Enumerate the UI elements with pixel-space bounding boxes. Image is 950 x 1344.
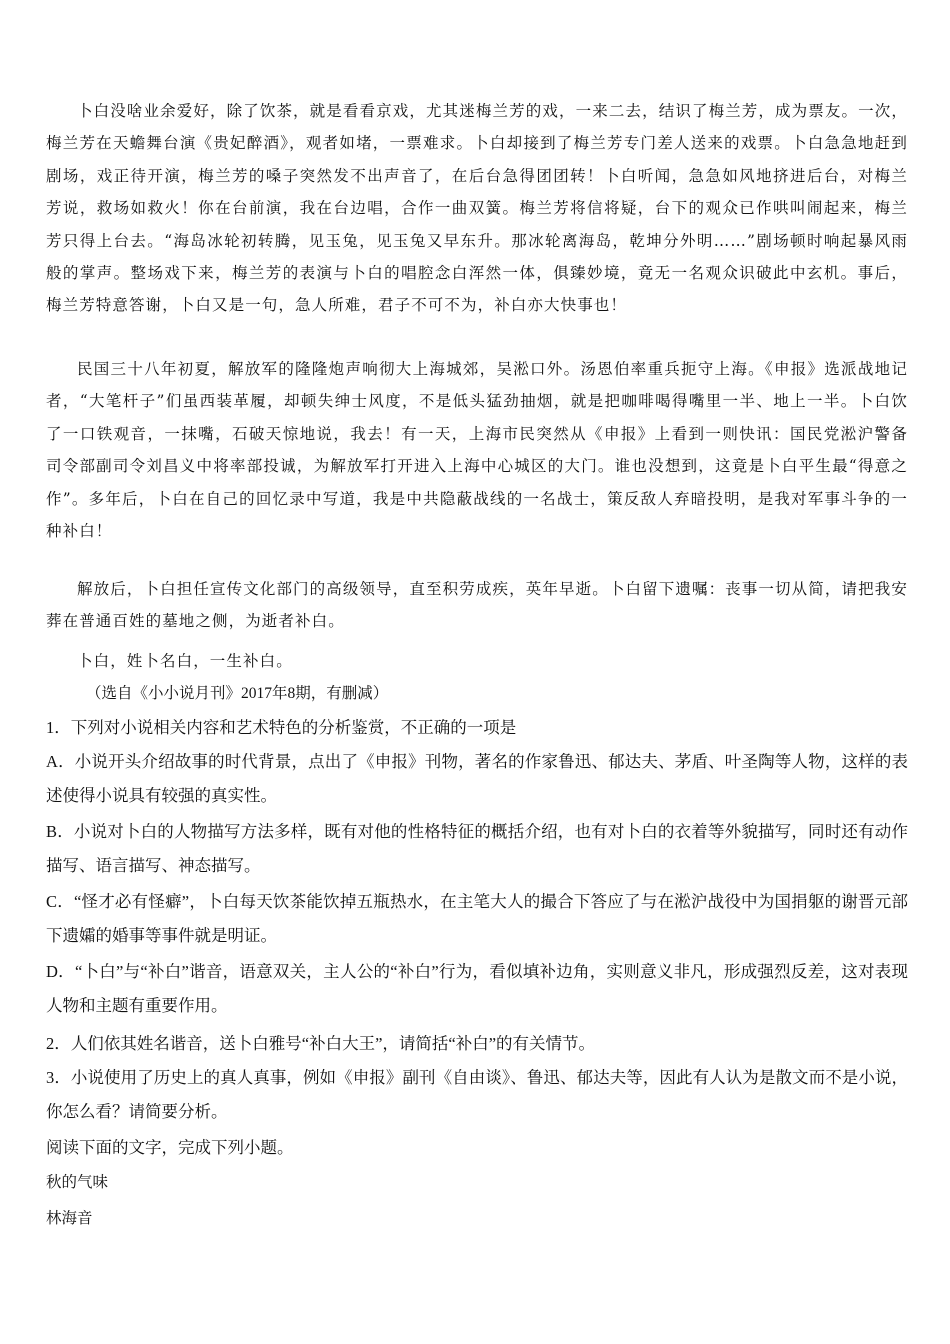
essay-author: 林海音	[46, 1209, 93, 1227]
question-3: 3．小说使用了历史上的真人真事，例如《申报》副刊《自由谈》、鲁迅、郁达夫等，因此有人认为是散文而不是小说，你怎么看？请简要分析。	[46, 1068, 908, 1121]
reading-instruction: 阅读下面的文字，完成下列小题。	[46, 1138, 294, 1157]
question-1-option-d: D．“卜白”与“补白”谐音，语意双关，主人公的“补白”行为，看似填补边角，实则意义非凡，形成强烈反差，这对表现人物和主题有重要作用。	[46, 962, 908, 1015]
question-1-option-b: B．小说对卜白的人物描写方法多样，既有对他的性格特征的概括介绍，也有对卜白的衣着等外貌描写，同时还有动作描写、语言描写、神态描写。	[46, 822, 908, 875]
story-source: （选自《小小说月刊》2017年8期，有删减）	[86, 685, 389, 702]
question-1-option-a: A．小说开头介绍故事的时代背景，点出了《申报》刊物，著名的作家鲁迅、郁达夫、茅盾、叶圣陶等人物，这样的表述使得小说具有较强的真实性。	[46, 752, 908, 805]
question-1: 1．下列对小说相关内容和艺术特色的分析鉴赏，不正确的一项是	[46, 718, 517, 737]
story-paragraph-1: 卜白没啥业余爱好，除了饮茶，就是看看京戏，尤其迷梅兰芳的戏，一来二去，结识了梅兰芳，成为票友。一次，梅兰芳在天蟾舞台演《贵妃醉酒》，观者如堵，一票难求。卜白却接到了梅兰芳专门差人送来的戏票。卜白急急地赶到剧场，戏正待开演，梅兰芳的嗓子突然发不出声音了，在后台急得团团转！卜白听闻，急急如风地挤进后台，对梅兰芳说，救场如救火！你在台前演，我在台边唱，合作一曲双簧。梅兰芳将信将疑，台下的观众已作哄叫闹起来，梅兰芳只得上台去。“海岛冰轮初转腾，见玉兔，见玉兔又早东升。那冰轮离海岛，乾坤分外明……”剧场顿时响起暴风雨般的掌声。整场戏下来，梅兰芳的表演与卜白的唱腔念白浑然一体，俱臻妙境，竟无一名观众识破此中玄机。事后，梅兰芳特意答谢，卜白又是一句，急人所难，君子不可不为，补白亦大快事也！	[46, 102, 908, 315]
story-paragraph-4: 卜白，姓卜名白，一生补白。	[77, 652, 293, 670]
essay-title: 秋的气味	[46, 1173, 109, 1191]
story-paragraph-3: 解放后，卜白担任宣传文化部门的高级领导，直至积劳成疾，英年早逝。卜白留下遗嘱：丧事一切从简，请把我安葬在普通百姓的墓地之侧，为逝者补白。	[46, 580, 908, 631]
question-2: 2．人们依其姓名谐音，送卜白雅号“补白大王”，请简括“补白”的有关情节。	[46, 1034, 596, 1053]
story-paragraph-2: 民国三十八年初夏，解放军的隆隆炮声响彻大上海城郊，吴淞口外。汤恩伯率重兵扼守上海。《申报》选派战地记者，“大笔杆子”们虽西装革履，却顿失绅士风度，不是低头猛劲抽烟，就是把咖啡喝得嘴里一半、地上一半。卜白饮了一口铁观音，一抹嘴，石破天惊地说，我去！有一天，上海市民突然从《申报》上看到一则快讯：国民党淞沪警备司令部副司令刘昌义中将率部投诚，为解放军打开进入上海中心城区的大门。谁也没想到，这竟是卜白平生最“得意之作”。多年后，卜白在自己的回忆录中写道，我是中共隐蔽战线的一名战士，策反敌人弃暗投明，是我对军事斗争的一种补白！	[46, 360, 908, 541]
question-1-option-c: C．“怪才必有怪癖”，卜白每天饮茶能饮掉五瓶热水，在主笔大人的撮合下答应了与在淞沪战役中为国捐躯的谢晋元部下遗孀的婚事等事件就是明证。	[46, 892, 908, 945]
